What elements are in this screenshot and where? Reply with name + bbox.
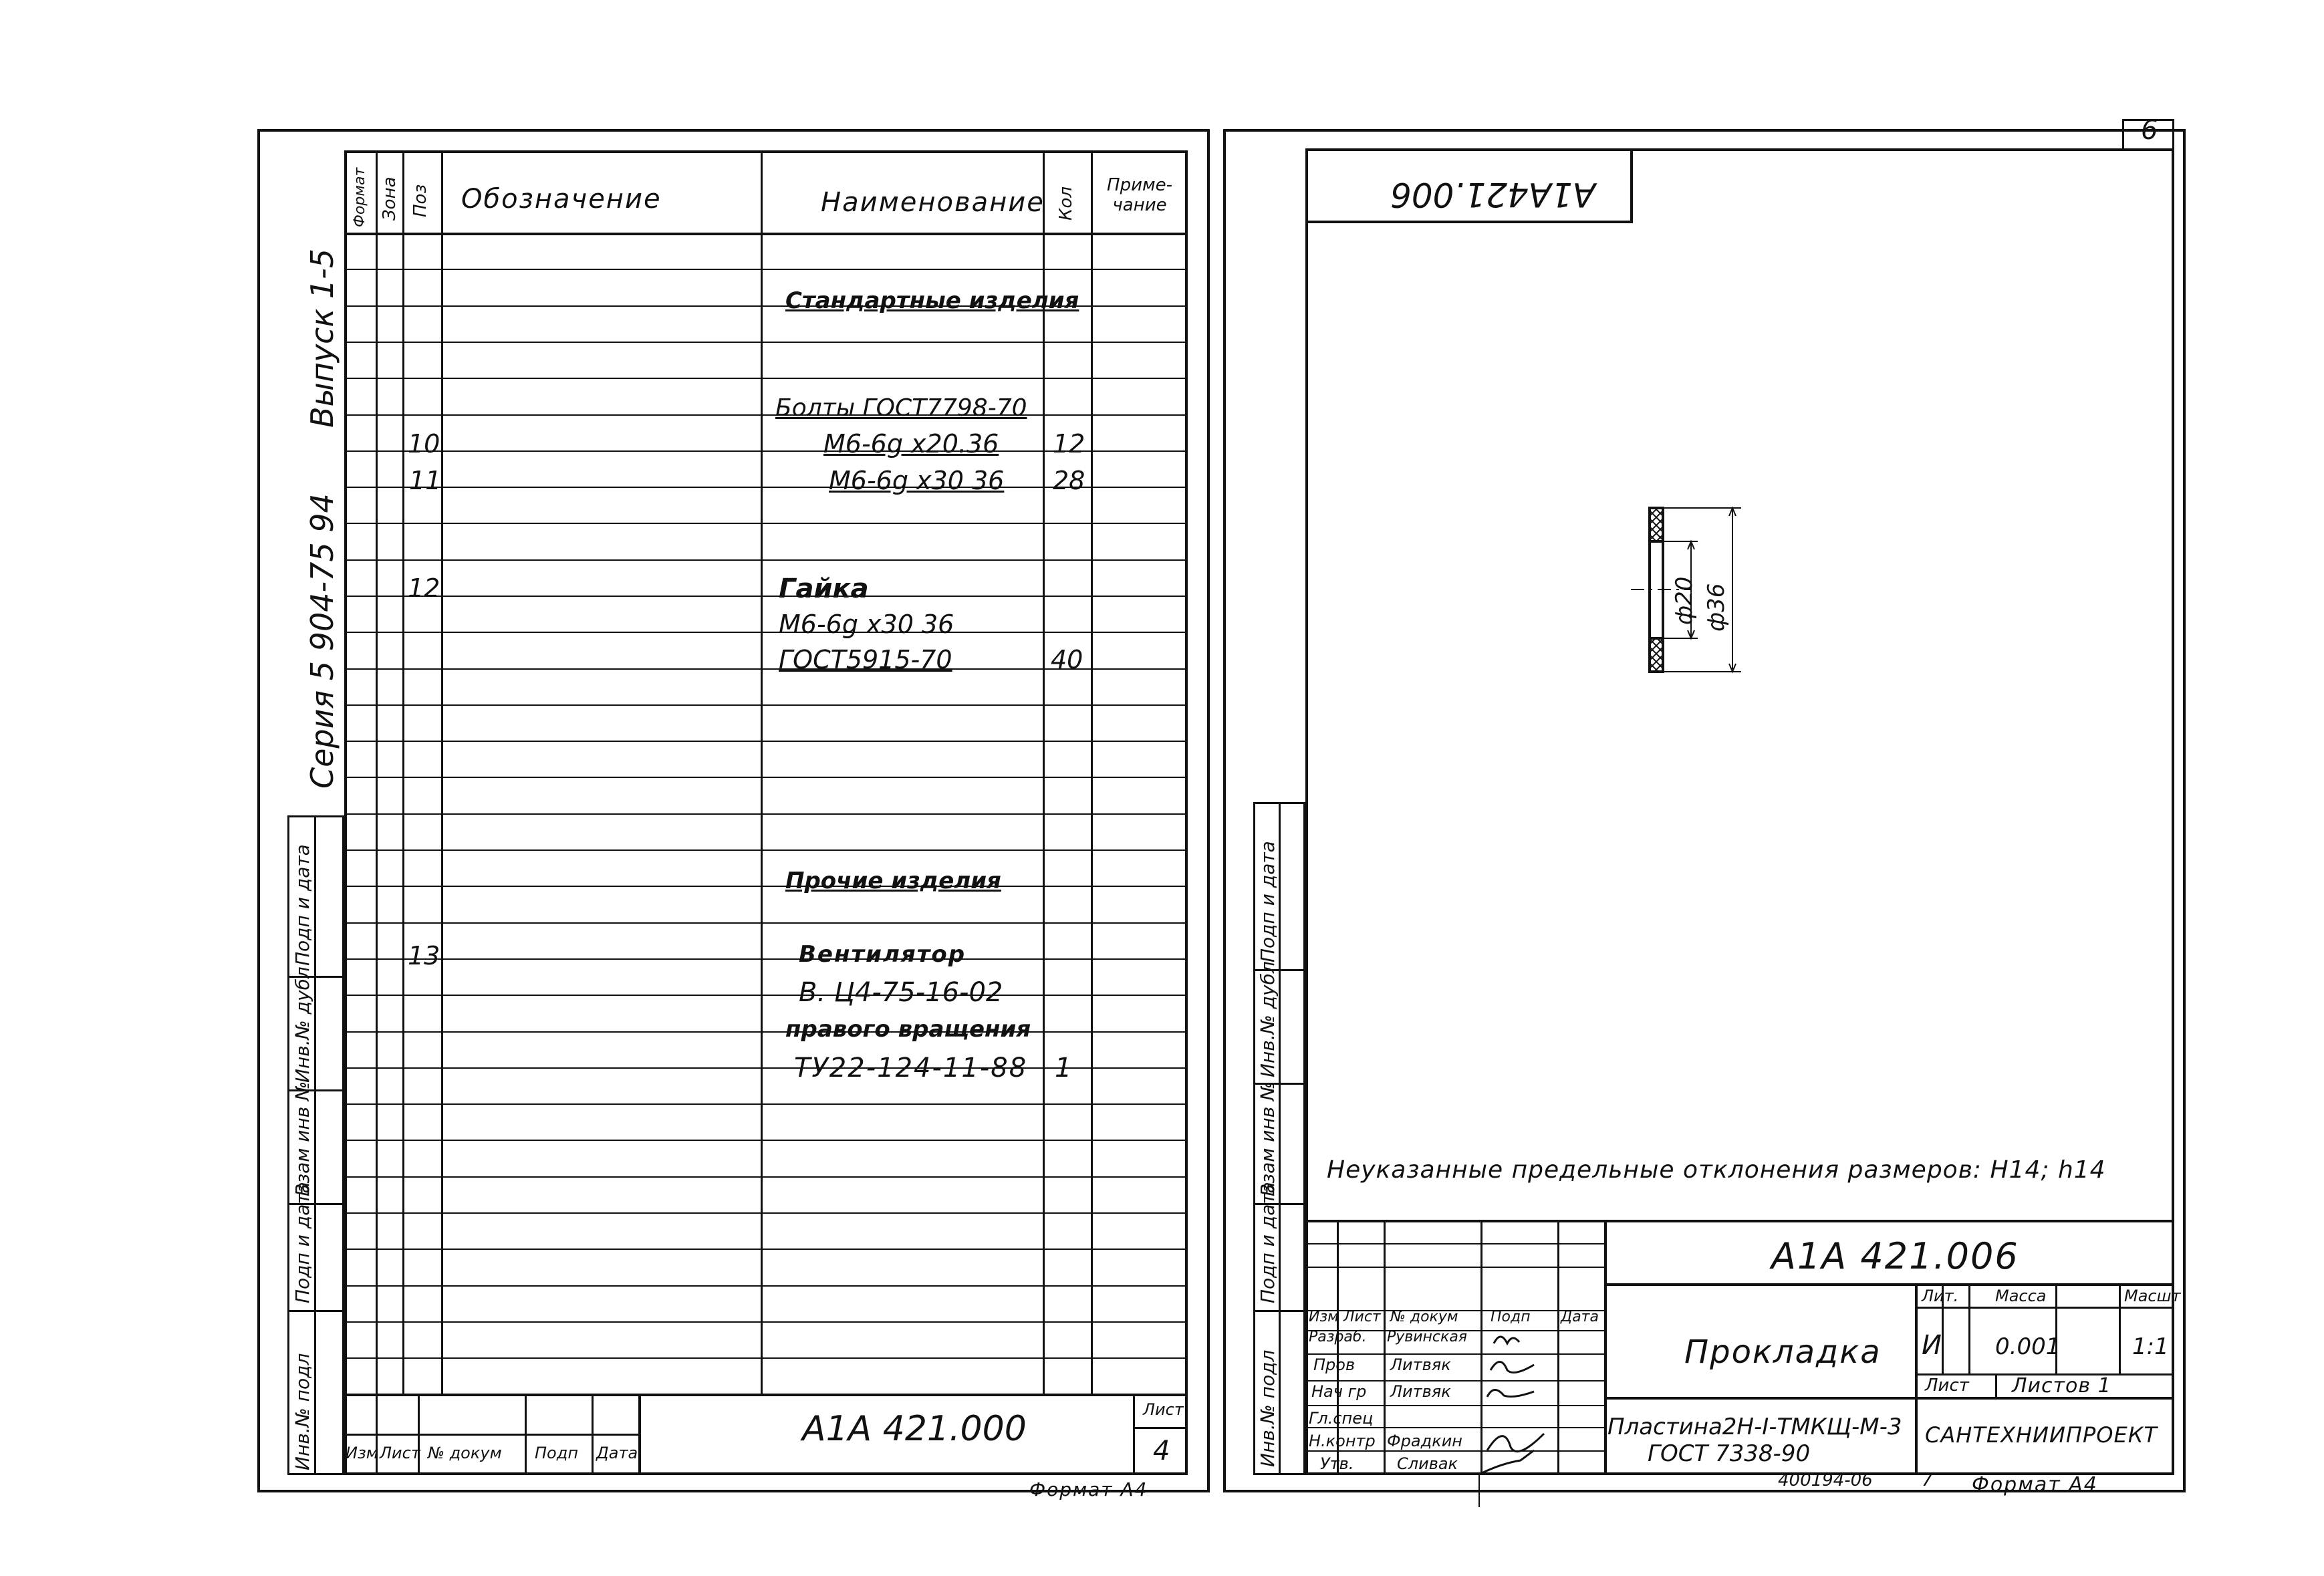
material-line-2: ГОСТ 7338-90 xyxy=(1648,1440,1811,1467)
right-tb-col-5: Дата xyxy=(1561,1309,1599,1325)
dim-outer-label: ф36 xyxy=(1703,583,1730,632)
left-stamp-2: Инв.№ дубл xyxy=(291,966,313,1083)
spec-row-line xyxy=(344,414,1188,416)
sheets-label: Листов 1 xyxy=(2012,1374,2111,1398)
sheet-label: Лист xyxy=(1925,1375,1969,1396)
lit-value: И xyxy=(1922,1330,1942,1361)
left-stamp-5: Инв.№ подл xyxy=(291,1353,313,1470)
spec-row-5-pos: 12 xyxy=(408,573,440,603)
organization: САНТЕХНИИПРОЕКТ xyxy=(1925,1422,2158,1448)
role-1: Разраб. xyxy=(1309,1329,1367,1345)
spec-row-line xyxy=(344,269,1188,270)
spec-row-line xyxy=(344,559,1188,561)
spec-row-6-name: М6-6g х30 36 xyxy=(779,610,954,639)
role-3-name: Литвяк xyxy=(1390,1382,1451,1401)
spec-row-4-qty: 28 xyxy=(1053,466,1085,495)
tolerance-note: Неуказанные предельные отклонения размеров: Н14; h14 xyxy=(1327,1156,2106,1184)
left-tb-sheet-value: 4 xyxy=(1153,1436,1170,1466)
left-tb-code: А1А 421.000 xyxy=(802,1409,1027,1449)
left-tb-col-2: Лист xyxy=(380,1444,420,1462)
spec-row-line xyxy=(344,922,1188,924)
spec-row-line xyxy=(344,523,1188,524)
hdr-zone: Зона xyxy=(380,176,400,221)
role-5-name: Фрадкин xyxy=(1387,1432,1462,1450)
hdr-note: Приме-чание xyxy=(1107,175,1172,215)
right-stamp-3: Взам инв № xyxy=(1257,1081,1279,1196)
bottom-left-code: 400194-06 xyxy=(1778,1470,1873,1490)
left-tb-sheet-label: Лист xyxy=(1143,1400,1184,1419)
spec-row-line xyxy=(344,1249,1188,1250)
spec-row-2-name: Болты ГОСТ7798-70 xyxy=(775,394,1027,422)
right-stamp-2: Инв.№ дубл xyxy=(1257,961,1279,1077)
right-inner-frame xyxy=(1305,148,2174,1475)
right-stamp-4: Подп и дата xyxy=(1257,1182,1279,1303)
spec-row-9-pos: 13 xyxy=(408,941,440,970)
series-label: Серия 5 904-75 94 xyxy=(304,493,340,789)
spec-row-line xyxy=(344,849,1188,851)
spec-row-7-name: ГОСТ5915-70 xyxy=(779,645,952,674)
left-tb-col-3: № докум xyxy=(428,1444,502,1462)
right-tb-code: А1А 421.006 xyxy=(1771,1235,2019,1277)
spec-row-line xyxy=(344,342,1188,343)
right-tb-col-3: № докум xyxy=(1390,1309,1458,1325)
spec-row-line xyxy=(344,995,1188,996)
spec-row-3-qty: 12 xyxy=(1053,429,1085,458)
right-tb-col-4: Подп xyxy=(1491,1309,1531,1325)
spec-row-line xyxy=(344,632,1188,633)
spec-row-line xyxy=(344,958,1188,960)
spec-row-11-name: правого вращения xyxy=(785,1016,1031,1043)
spec-row-line xyxy=(344,1031,1188,1033)
hdr-format: Формат xyxy=(352,167,368,227)
right-stamp-5: Инв.№ подл xyxy=(1257,1349,1279,1467)
issue-label: Выпуск 1-5 xyxy=(304,248,340,428)
spec-row-line xyxy=(344,1212,1188,1214)
spec-row-8-name: Прочие изделия xyxy=(785,868,1001,894)
scale-label: Масшт xyxy=(2124,1287,2181,1305)
role-2: Пров xyxy=(1313,1355,1355,1374)
bottom-mid: 7 xyxy=(1922,1470,1933,1490)
right-tb-col-2: Лист xyxy=(1343,1309,1381,1325)
spec-row-line xyxy=(344,1103,1188,1105)
spec-row-3-name: М6-6g х20.36 xyxy=(823,429,999,458)
spec-row-line xyxy=(344,886,1188,887)
left-spec-frame xyxy=(344,150,1188,1475)
role-2-name: Литвяк xyxy=(1390,1355,1451,1374)
role-6: Утв. xyxy=(1320,1454,1354,1473)
spec-row-1-name: Стандартные изделия xyxy=(785,287,1079,314)
role-6-name: Сливак xyxy=(1397,1454,1458,1473)
right-format-label: Формат А4 xyxy=(1972,1473,2098,1496)
mass-value: 0.001 xyxy=(1995,1333,2061,1360)
spec-row-7-qty: 40 xyxy=(1051,645,1083,674)
spec-row-5-name: Гайка xyxy=(779,573,869,604)
spec-row-line xyxy=(344,813,1188,815)
spec-row-line xyxy=(344,596,1188,597)
left-tb-col-4: Подп xyxy=(535,1444,579,1462)
hdr-designation: Обозначение xyxy=(461,184,662,215)
lit-label: Лит. xyxy=(1922,1287,1959,1305)
hdr-pos: Поз xyxy=(410,184,430,217)
dim-inner-label: ф20 xyxy=(1671,576,1698,625)
spec-row-4-name: М6-6g х30 36 xyxy=(829,466,1005,495)
right-tb-col-1: Изм xyxy=(1309,1309,1339,1325)
spec-row-line xyxy=(344,1357,1188,1359)
spec-row-line xyxy=(344,1176,1188,1178)
left-stamp-1: Подп и дата xyxy=(291,844,313,966)
hdr-qty: Кол xyxy=(1056,186,1076,221)
hdr-name: Наименование xyxy=(821,187,1045,218)
spec-row-line xyxy=(344,704,1188,706)
right-stamp-1: Подп и дата xyxy=(1257,841,1279,962)
left-tb-col-5: Дата xyxy=(596,1444,638,1462)
material-line-1: Пластина2Н-I-ТМКЩ-М-3 xyxy=(1607,1414,1902,1440)
sheet-number: 6 xyxy=(2141,115,2158,146)
left-stamp-3: Взам инв № xyxy=(291,1081,313,1196)
left-format-label: Формат А4 xyxy=(1029,1478,1148,1500)
spec-row-3-pos: 10 xyxy=(408,429,440,458)
scale-value: 1:1 xyxy=(2132,1333,2169,1360)
spec-row-line xyxy=(344,378,1188,379)
spec-row-line xyxy=(344,777,1188,778)
spec-row-line xyxy=(344,1285,1188,1287)
left-tb-col-1: Изм xyxy=(346,1444,378,1462)
spec-row-line xyxy=(344,1321,1188,1323)
spec-row-10-name: В. Ц4-75-16-02 xyxy=(799,977,1003,1008)
role-1-name: Рувинская xyxy=(1387,1329,1468,1345)
mirrored-code: А1А421.006 xyxy=(1390,175,1595,214)
mass-label: Масса xyxy=(1995,1287,2047,1305)
role-5: Н.контр xyxy=(1309,1432,1376,1450)
spec-row-line xyxy=(344,741,1188,742)
spec-row-4-pos: 11 xyxy=(409,466,442,495)
spec-row-12-qty: 1 xyxy=(1055,1053,1072,1083)
spec-row-12-name: ТУ22-124-11-88 xyxy=(794,1053,1028,1083)
spec-row-line xyxy=(344,1140,1188,1141)
left-stamp-4: Подп и дата xyxy=(291,1182,313,1303)
spec-row-9-name: Вентилятор xyxy=(799,941,966,968)
part-name: Прокладка xyxy=(1684,1333,1882,1371)
role-3: Нач гр xyxy=(1311,1382,1367,1401)
fold-mark xyxy=(1478,1474,1480,1507)
role-4: Гл.спец xyxy=(1309,1409,1374,1428)
